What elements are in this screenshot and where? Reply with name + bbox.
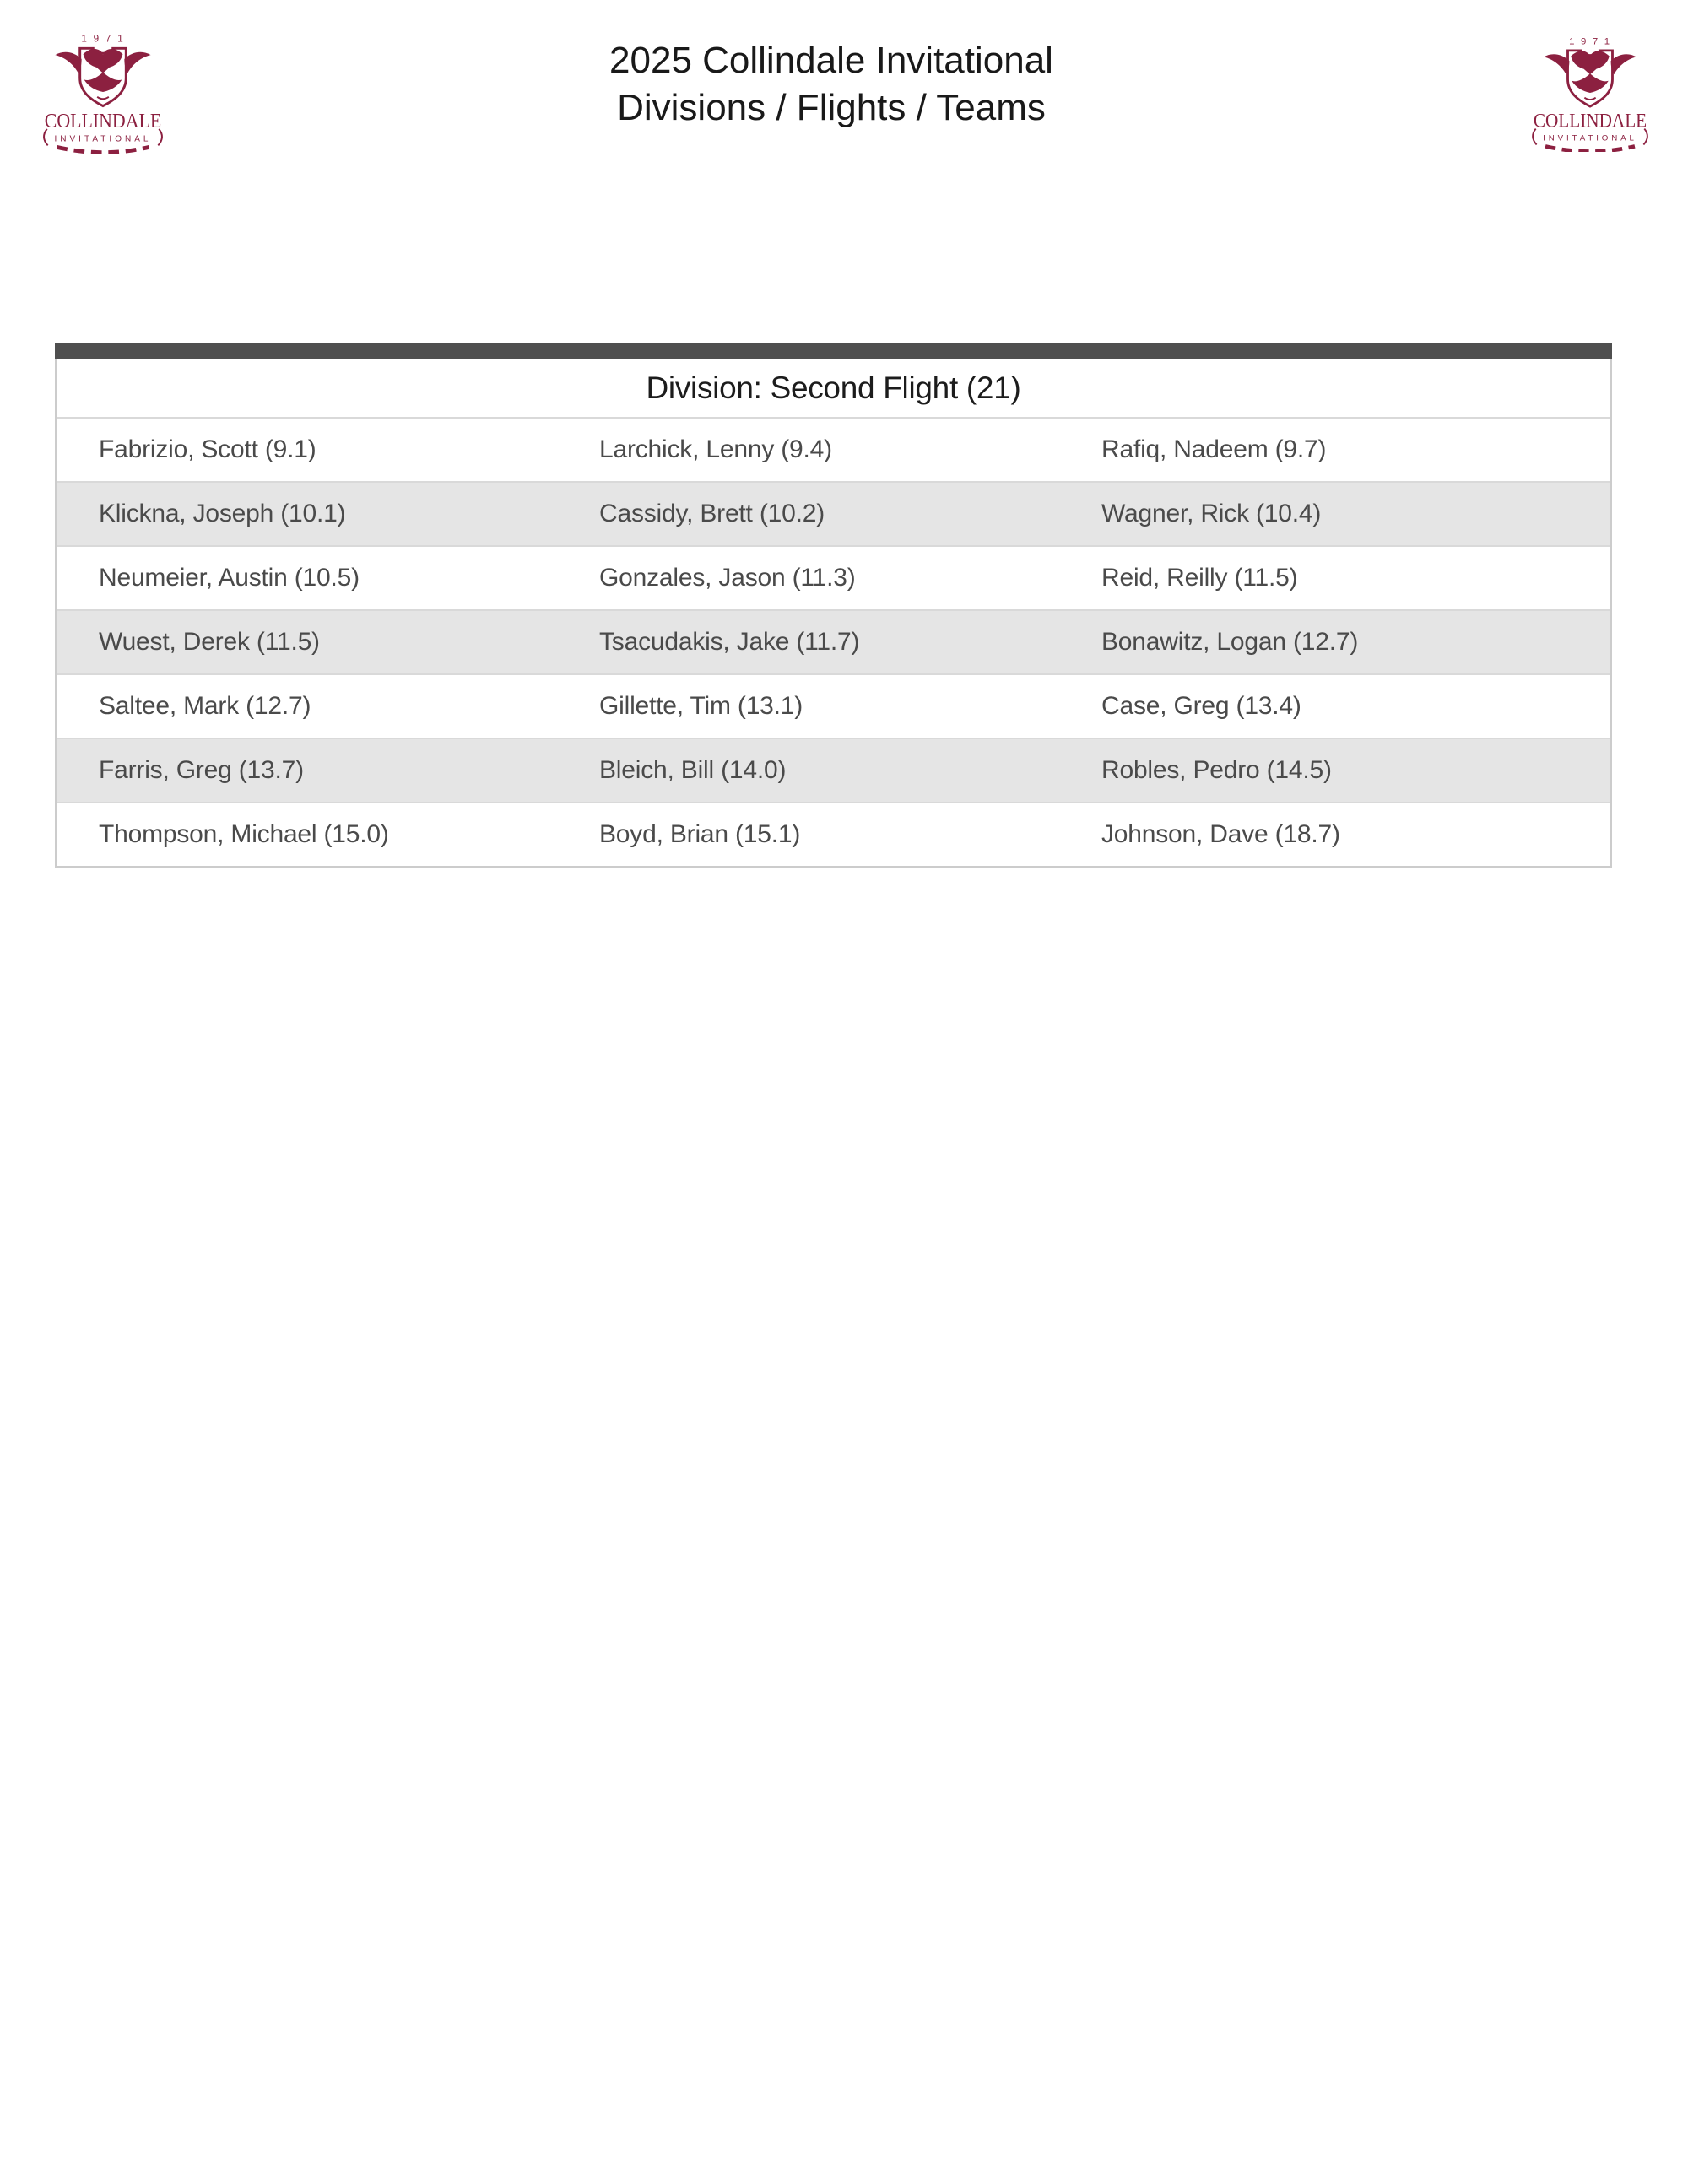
table-row [57,738,1610,802]
player-cell: Boyd, Brian (15.1) [599,820,801,848]
logo-subtitle-text: INVITATIONAL [1543,133,1637,143]
player-cell: Case, Greg (13.4) [1101,692,1301,720]
eagle-claw-icon [1584,98,1595,100]
player-cell: Rafiq, Nadeem (9.7) [1101,435,1327,463]
table-top-bar [55,343,1612,359]
title-line-2: Divisions / Flights / Teams [617,87,1046,128]
player-cell: Johnson, Dave (18.7) [1101,820,1340,848]
table-row [57,545,1610,609]
player-cell: Gillette, Tim (13.1) [599,692,803,720]
left-wing-icon [1544,54,1569,74]
player-cell: Wagner, Rick (10.4) [1101,500,1322,527]
player-cell: Bonawitz, Logan (12.7) [1101,628,1359,656]
right-wing-icon [1611,54,1637,74]
logo-swoosh-icon [1545,146,1635,151]
title-line-1: 2025 Collindale Invitational [609,40,1053,81]
logo-name-text: COLLINDALE [44,109,162,132]
division-header: Division: Second Flight (21) [57,359,1610,417]
table-row [57,673,1610,738]
logo-swoosh-icon [57,147,149,152]
eagle-body-icon [1572,73,1609,93]
player-cell: Thompson, Michael (15.0) [99,820,389,848]
logo-year-text: 1971 [1569,36,1616,47]
player-cell: Farris, Greg (13.7) [99,756,304,784]
player-cell: Bleich, Bill (14.0) [599,756,787,784]
player-cell: Reid, Reilly (11.5) [1101,564,1298,592]
page-title [0,37,1663,132]
collindale-logo-right [1523,34,1658,152]
player-cell: Klickna, Joseph (10.1) [99,500,346,527]
player-cell: Robles, Pedro (14.5) [1101,756,1332,784]
table-row [57,802,1610,866]
player-cell: Wuest, Derek (11.5) [99,628,320,656]
table-row [57,417,1610,481]
table-row [57,609,1610,673]
logo-year-text: 1971 [81,33,130,45]
player-cell: Larchick, Lenny (9.4) [599,435,832,463]
player-cell: Gonzales, Jason (11.3) [599,564,856,592]
player-cell: Tsacudakis, Jake (11.7) [599,628,860,656]
player-cell: Neumeier, Austin (10.5) [99,564,360,592]
player-cell: Saltee, Mark (12.7) [99,692,311,720]
logo-subtitle-text: INVITATIONAL [54,134,152,144]
table-row [57,481,1610,545]
player-cell: Fabrizio, Scott (9.1) [99,435,316,463]
logo-name-text: COLLINDALE [1533,110,1647,132]
division-table [55,343,1612,868]
player-cell: Cassidy, Brett (10.2) [599,500,825,527]
